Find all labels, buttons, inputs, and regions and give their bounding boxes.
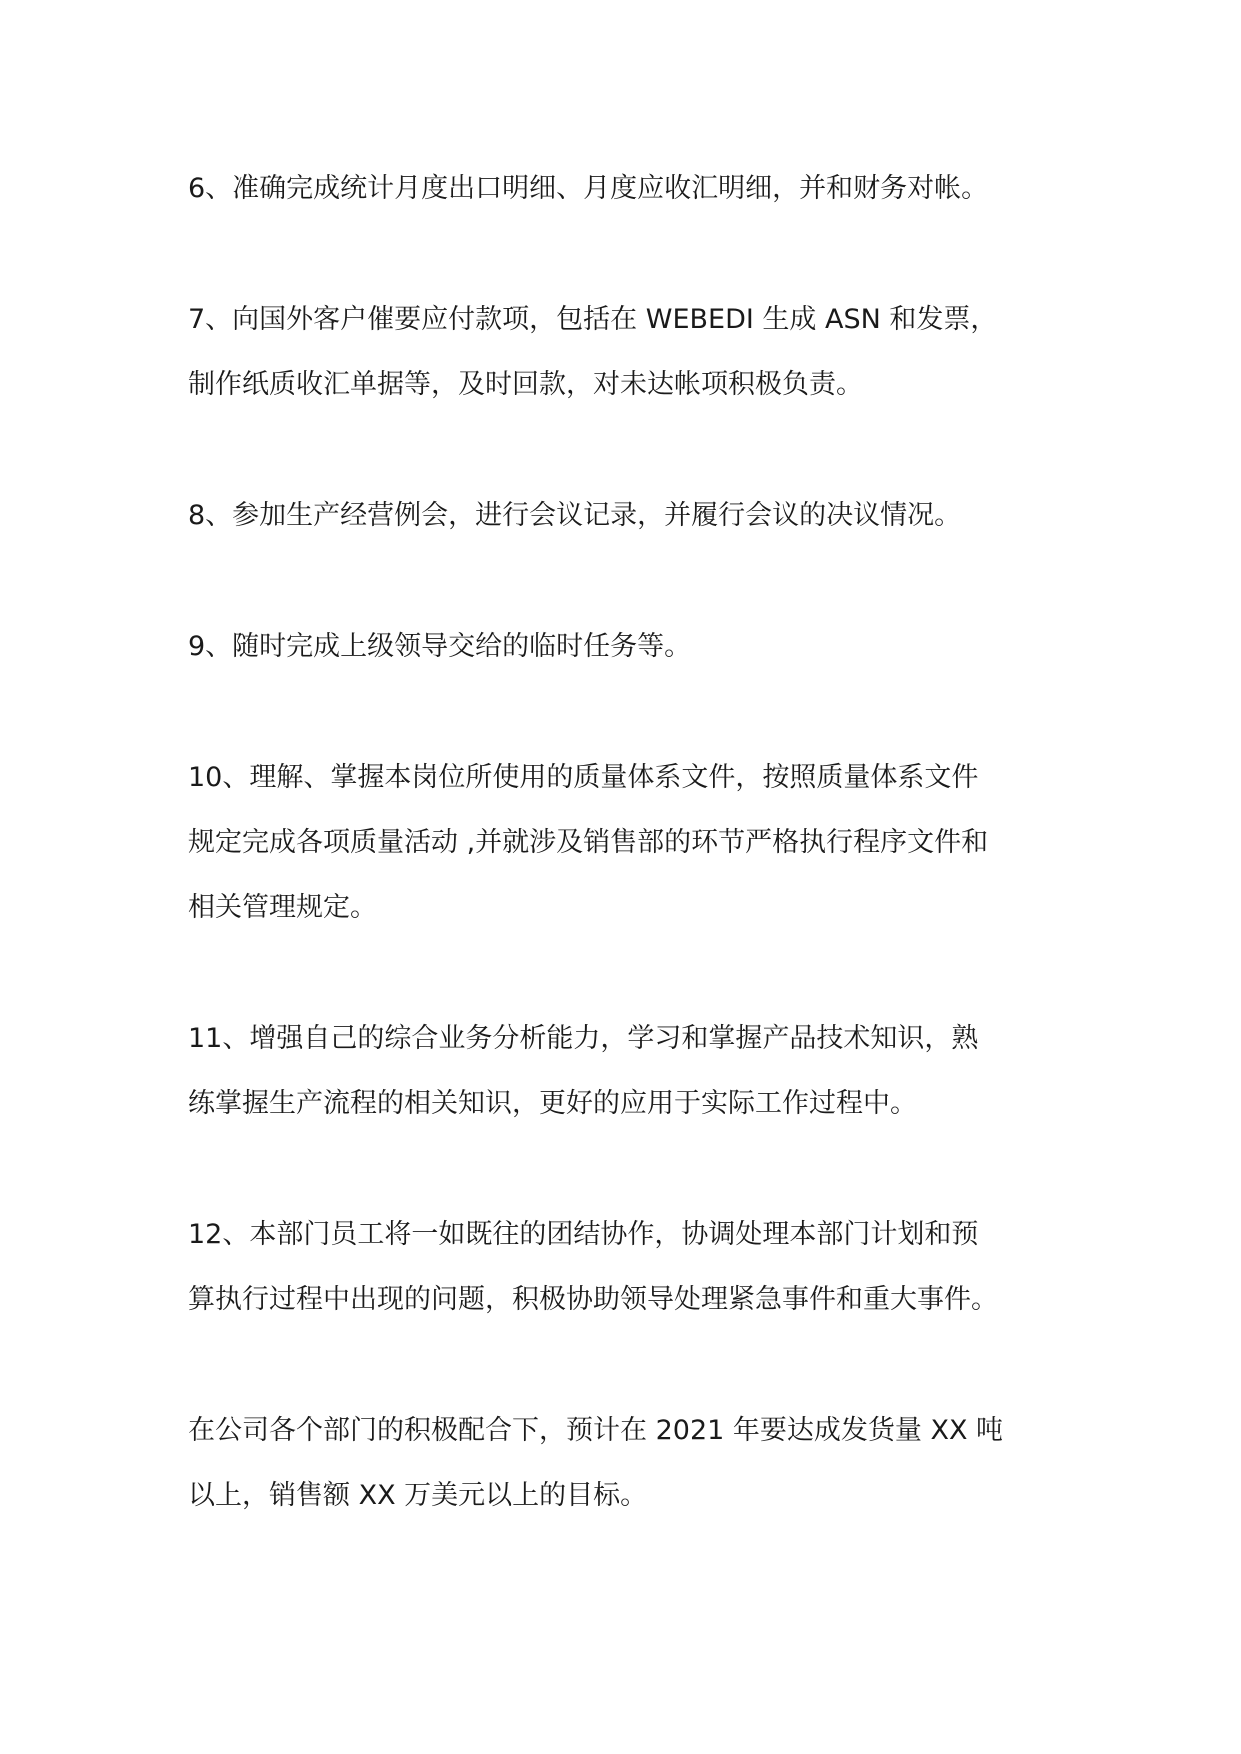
duty-item-10 xyxy=(188,745,1068,940)
text-line: 10、理解、掌握本岗位所使用的质量体系文件，按照质量体系文件 xyxy=(188,762,979,793)
text-line: 9、随时完成上级领导交给的临时任务等。 xyxy=(188,631,692,662)
text-line: 12、本部门员工将一如既往的团结协作，协调处理本部门计划和预 xyxy=(188,1219,979,1250)
text-line: 以上，销售额 XX 万美元以上的目标。 xyxy=(188,1480,648,1511)
text-line: 规定完成各项质量活动 ,并就涉及销售部的环节严格执行程序文件和 xyxy=(188,827,989,858)
duty-item-9 xyxy=(188,614,1068,679)
duty-item-11 xyxy=(188,1006,1068,1136)
text-line: 在公司各个部门的积极配合下，预计在 2021 年要达成发货量 XX 吨 xyxy=(188,1415,1004,1446)
text-line: 11、增强自己的综合业务分析能力，学习和掌握产品技术知识，熟 xyxy=(188,1023,979,1054)
text-line: 7、向国外客户催要应付款项，包括在 WEBEDI 生成 ASN 和发票， xyxy=(188,304,998,335)
document-body xyxy=(188,156,1068,1594)
text-line: 练掌握生产流程的相关知识，更好的应用于实际工作过程中。 xyxy=(188,1088,917,1119)
duty-item-7 xyxy=(188,287,1068,417)
duty-item-6 xyxy=(188,156,1068,221)
text-line: 8、参加生产经营例会，进行会议记录，并履行会议的决议情况。 xyxy=(188,500,962,531)
text-line: 算执行过程中出现的问题，积极协助领导处理紧急事件和重大事件。 xyxy=(188,1284,998,1315)
text-line: 制作纸质收汇单据等，及时回款，对未达帐项积极负责。 xyxy=(188,369,863,400)
target-summary-paragraph xyxy=(188,1398,1068,1528)
text-line: 相关管理规定。 xyxy=(188,892,377,923)
text-line: 6、准确完成统计月度出口明细、月度应收汇明细，并和财务对帐。 xyxy=(188,173,989,204)
duty-item-12 xyxy=(188,1202,1068,1332)
duty-item-8 xyxy=(188,483,1068,548)
